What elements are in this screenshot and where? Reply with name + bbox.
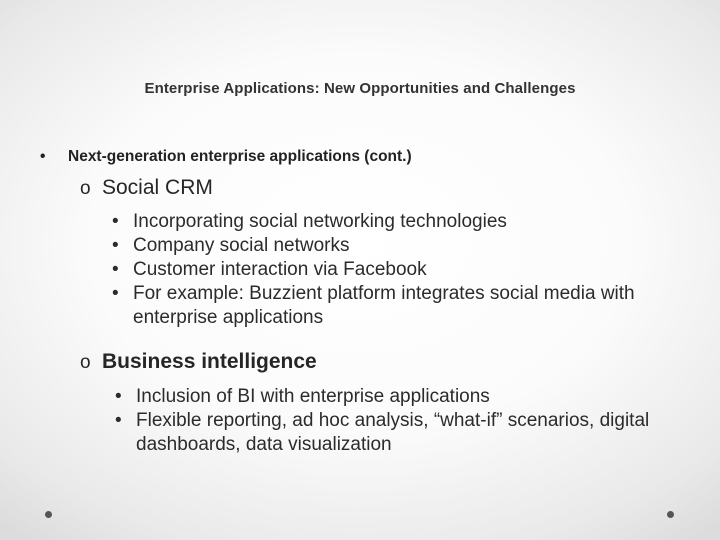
bullet-dot: • (40, 148, 46, 165)
main-bullet (40, 148, 412, 166)
bullet-dot: • (112, 235, 119, 256)
social-crm-list (112, 210, 682, 330)
main-bullet-text: Next-generation enterprise applications (cont.) (68, 148, 412, 165)
list-item: • Flexible reporting, ad hoc analysis, “what-if” scenarios, digital dashboards, data visualization (115, 410, 650, 455)
business-intelligence-list (115, 385, 685, 457)
list-item: • For example: Buzzient platform integrates social media with enterprise applications (112, 283, 635, 328)
bullet-dot: • (112, 211, 119, 232)
corner-dot-left (45, 511, 52, 518)
section-label-social-crm: Social CRM (102, 176, 213, 199)
bullet-dot: • (112, 259, 119, 280)
sub-bullet-marker: o (80, 178, 91, 199)
bullet-dot: • (115, 410, 122, 431)
corner-dot-right (667, 511, 674, 518)
list-item: • Incorporating social networking technologies (112, 211, 507, 232)
list-item: • Inclusion of BI with enterprise applications (115, 386, 490, 407)
bullet-dot: • (115, 386, 122, 407)
sub-bullet-marker: o (80, 352, 91, 373)
section-business-intelligence (80, 350, 317, 374)
section-social-crm (80, 176, 213, 200)
section-label-business-intelligence: Business intelligence (102, 350, 317, 373)
slide-title: Enterprise Applications: New Opportunities and Challenges (144, 80, 576, 97)
list-item: • Customer interaction via Facebook (112, 259, 427, 280)
list-item: • Company social networks (112, 235, 350, 256)
bullet-dot: • (112, 283, 119, 304)
